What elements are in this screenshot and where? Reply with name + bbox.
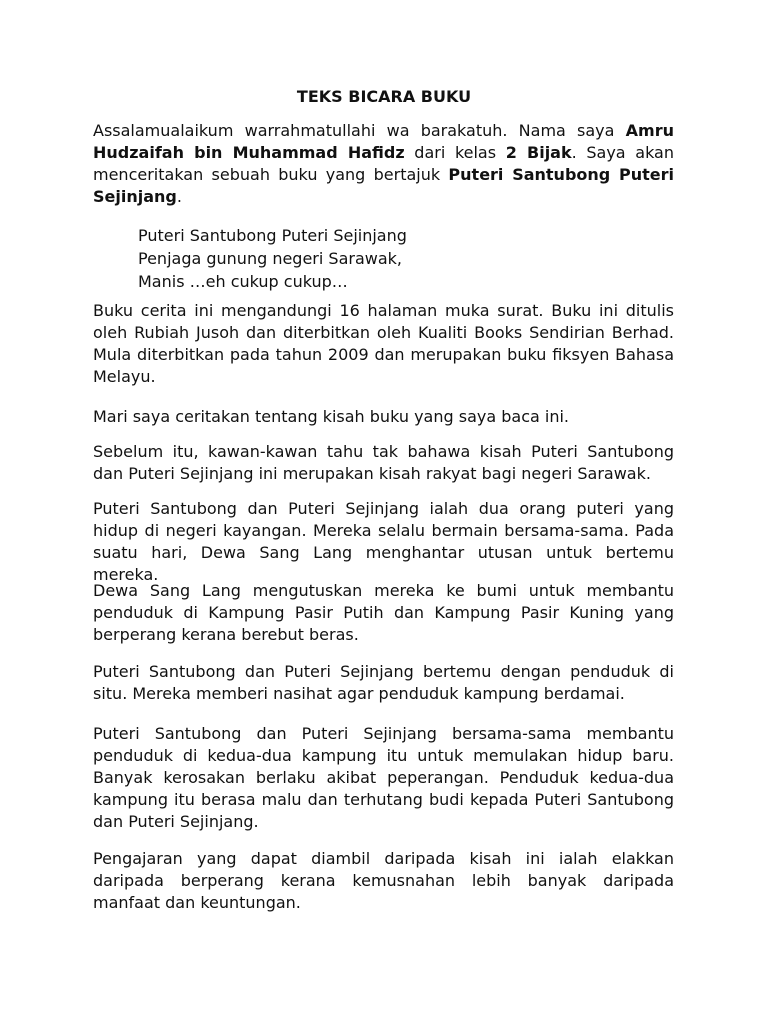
poem-line: Penjaga gunung negeri Sarawak, (138, 249, 402, 268)
story-paragraph: Dewa Sang Lang mengutuskan mereka ke bumi untuk membantu penduduk di Kampung Pasir Putih dan Kampung Pasir Kuning yang berperang kerana berebut beras. (93, 581, 674, 644)
speaker-class: 2 Bijak (505, 143, 572, 162)
intro-text-2: dari kelas (404, 143, 506, 162)
poem-line: Manis …eh cukup cukup… (138, 272, 348, 291)
speaker-name: Amru Hudzaifah bin Muhammad Hafidz (93, 121, 674, 162)
story-paragraph: Puteri Santubong dan Puteri Sejinjang bertemu dengan penduduk di situ. Mereka memberi nasihat agar penduduk kampung berdamai. (93, 662, 674, 703)
poem-line: Puteri Santubong Puteri Sejinjang (138, 226, 407, 245)
book-title: Puteri Santubong Puteri Sejinjang (93, 165, 674, 206)
story-paragraph: Puteri Santubong dan Puteri Sejinjang ialah dua orang puteri yang hidup di negeri kayangan. Mereka selalu bermain bersama-sama. Pada suatu hari, Dewa Sang Lang menghantar utusan untuk bertemu mereka. (93, 499, 674, 584)
folk-tale-paragraph: Sebelum itu, kawan-kawan tahu tak bahawa kisah Puteri Santubong dan Puteri Sejinjang ini merupakan kisah rakyat bagi negeri Sarawak. (93, 442, 674, 483)
story-paragraph: Puteri Santubong dan Puteri Sejinjang bersama-sama membantu penduduk di kedua-dua kampung itu untuk memulakan hidup baru. Banyak kerosakan berlaku akibat peperangan. Penduduk kedua-dua kampung itu berasa malu dan terhutang budi kepada Puteri Santubong dan Puteri Sejinjang. (93, 724, 674, 831)
poem-block (138, 224, 638, 293)
story-intro-paragraph: Mari saya ceritakan tentang kisah buku yang saya baca ini. (93, 407, 569, 426)
intro-text-4: . (176, 187, 182, 206)
intro-paragraph (93, 120, 674, 208)
moral-paragraph: Pengajaran yang dapat diambil daripada kisah ini ialah elakkan daripada berperang kerana kemusnahan lebih banyak daripada manfaat dan keuntungan. (93, 849, 674, 912)
book-info-paragraph: Buku cerita ini mengandungi 16 halaman muka surat. Buku ini ditulis oleh Rubiah Jusoh dan diterbitkan oleh Kualiti Books Sendirian Berhad. Mula diterbitkan pada tahun 2009 dan merupakan buku fiksyen Bahasa Melayu. (93, 301, 674, 386)
intro-text-1: Assalamualaikum warrahmatullahi wa barakatuh. Nama saya (93, 121, 626, 140)
intro-text-3: . Saya akan menceritakan sebuah buku yang bertajuk (93, 143, 674, 184)
document-title: TEKS BICARA BUKU (296, 87, 472, 106)
